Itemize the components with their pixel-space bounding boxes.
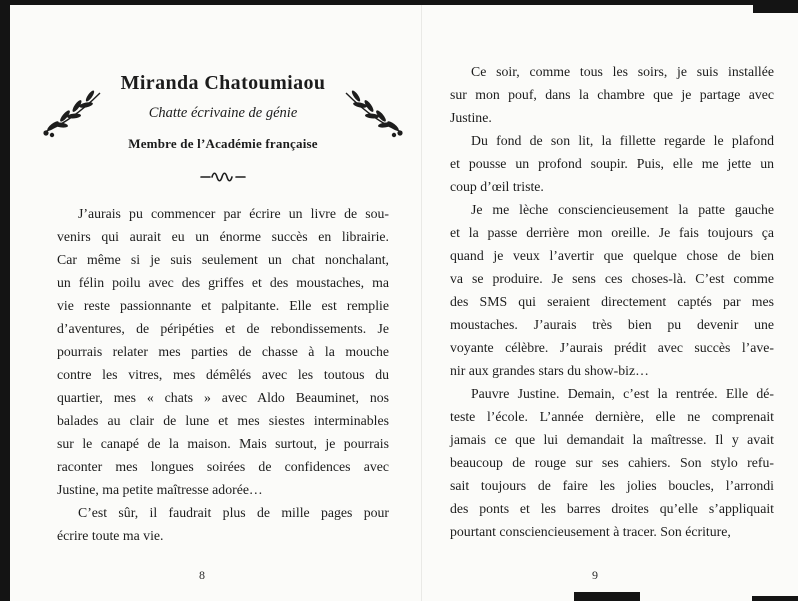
text-line: quartier, mes « chats » avec Aldo Beauminet, nos (57, 390, 389, 405)
text-line: contre les vitres, mes démêlés avec les toutous du (57, 367, 389, 382)
paragraph (57, 202, 389, 501)
text-line: va se produire. Je sens ces choses-là. C’est comme (450, 271, 774, 286)
text-line: pourtant consciencieusement à tracer. Son écriture, (450, 524, 731, 539)
text-line: teste l’école. L’année dernière, elle ne comprenait (450, 409, 774, 424)
text-line: des SMS qui seraient directement captés par mes (450, 294, 774, 309)
text-line: balades au clair de lune et mes siestes interminables (57, 413, 389, 428)
page-affiliation: Membre de l’Académie française (128, 136, 318, 151)
text-line: écrire toute ma vie. (57, 528, 164, 543)
text-line: raconter mes longues soirées de confidences avec (57, 459, 389, 474)
text-line: coup d’œil triste. (450, 179, 544, 194)
page-gutter-line (421, 5, 422, 601)
page-subtitle: Chatte écrivaine de génie (148, 105, 298, 121)
text-line: un félin poilu avec des griffes et des moustaches, ma (57, 275, 389, 290)
section-divider-icon (57, 170, 389, 188)
text-line: d’aventures, de péripéties et de rebondissements. Je (57, 321, 389, 336)
text-line: quand je veux l’avertir que quelque chose de bien (450, 248, 774, 263)
laurel-branch-left-icon (41, 88, 103, 143)
paragraph (450, 129, 774, 198)
text-line: sur mon pouf, dans la chambre que je partage avec (450, 87, 774, 102)
text-line: sur le canapé de la maison. Mais surtout, je pourrais (57, 436, 389, 451)
text-line: des ponts et les barres droites qu’elle s’appliquait (450, 501, 774, 516)
page-number-right: 9 (592, 568, 598, 582)
text-line: et pousse un profond soupir. Puis, elle me jette un (450, 156, 774, 171)
text-line: J’aurais pu commencer par écrire un livre de sou- (78, 206, 389, 221)
text-line: moustaches. J’aurais très bien pu devenir une (450, 317, 774, 332)
chapter-header (57, 72, 389, 152)
text-line: Ce soir, comme tous les soirs, je suis installée (471, 64, 774, 79)
right-page-text (450, 60, 774, 543)
paragraph (450, 198, 774, 382)
page-title: Miranda Chatoumiaou (120, 72, 326, 94)
photo-edge-top (0, 0, 798, 5)
paragraph (450, 60, 774, 129)
photo-edge-bottom-bar (574, 592, 640, 601)
paragraph (450, 382, 774, 543)
text-line: beaucoup de rouge sur ses cahiers. Son stylo refu- (450, 455, 774, 470)
text-line: Car même si je suis seulement un chat nonchalant, (57, 252, 389, 267)
text-line: voyante célèbre. J’aurais prédit avec succès l’ave- (450, 340, 774, 355)
left-page-text (57, 202, 389, 547)
text-line: C’est sûr, il faudrait plus de mille pages pour (78, 505, 389, 520)
text-line: pourrais relater mes parties de chasse à la mouche (57, 344, 389, 359)
text-line: nir aux grandes stars du show-biz… (450, 363, 649, 378)
text-line: Je me lèche consciencieusement la patte gauche (471, 202, 774, 217)
text-line: Justine, ma petite maîtresse adorée… (57, 482, 263, 497)
text-line: sait toujours de faire les jolies boucles, l’arrondi (450, 478, 774, 493)
laurel-branch-right-icon (343, 88, 405, 143)
text-line: Pauvre Justine. Demain, c’est la rentrée. Elle dé- (471, 386, 774, 401)
text-line: Justine. (450, 110, 492, 125)
text-line: et la passe derrière mon oreille. Je fais toujours ça (450, 225, 774, 240)
text-line: jamais ce que lui demandait la maîtresse. Il y avait (450, 432, 774, 447)
text-line: vie reste passionnante et palpitante. Elle est remplie (57, 298, 389, 313)
text-line: venirs qui aurait eu un énorme succès en librairie. (57, 229, 389, 244)
text-line: Du fond de son lit, la fillette regarde le plafond (471, 133, 774, 148)
photo-edge-top-right (753, 0, 798, 13)
paragraph (57, 501, 389, 547)
photo-edge-left (0, 0, 10, 601)
page-number-left: 8 (199, 568, 205, 582)
photo-edge-bottom-right (752, 596, 798, 601)
